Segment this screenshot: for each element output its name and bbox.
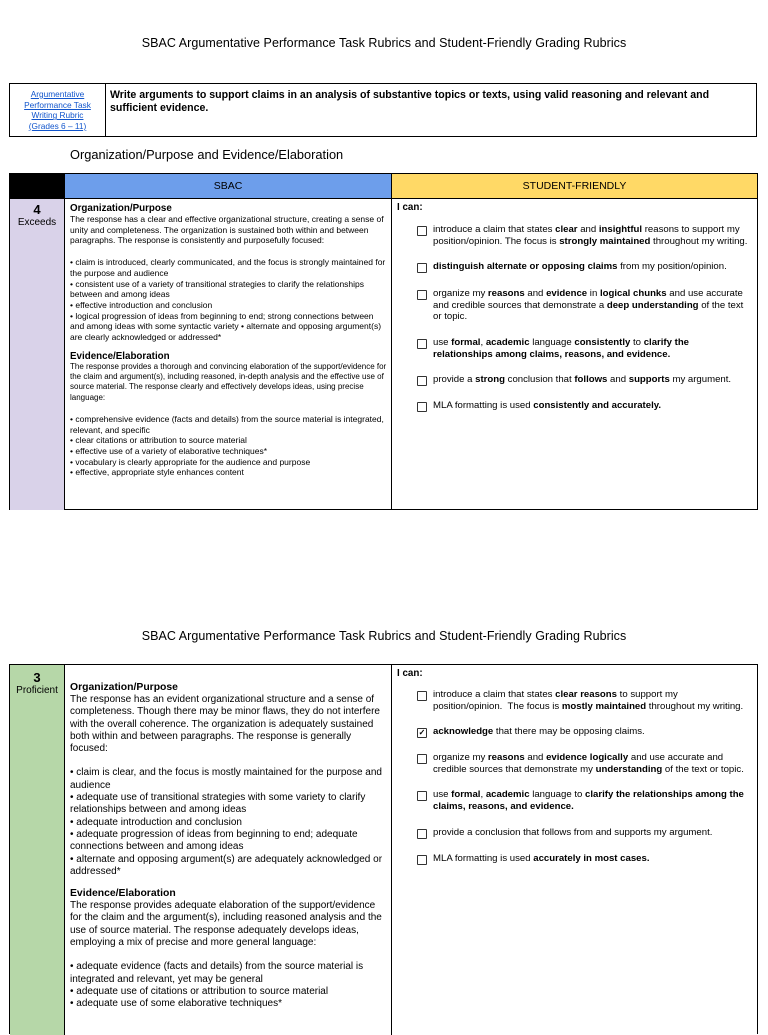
level-number: 4 — [33, 202, 41, 217]
org-purpose-title: Organization/Purpose — [70, 203, 172, 214]
checkbox[interactable] — [417, 855, 427, 865]
checklist-item: distinguish alternate or opposing claims from my position/opinion. — [417, 261, 751, 273]
evidence-bullet: • effective use of a variety of elaborative techniques* — [70, 446, 268, 457]
sbac-header: SBAC — [65, 174, 392, 198]
level-header-cell — [10, 174, 65, 198]
checklist-item: MLA formatting is used accurately in most cases. — [417, 853, 751, 865]
standard-text: Write arguments to support claims in an analysis of substantive topics or texts, using valid reasoning and relevant and sufficient evidence. — [110, 89, 710, 114]
rubric-link-line: Performance Task — [24, 99, 91, 110]
rubric-link-cell — [10, 84, 106, 136]
checkbox[interactable] — [417, 754, 427, 764]
org-purpose-text: The response has a clear and effective organizational structure, creating a sense of unity and completeness. The organization is sustained both within and between paragraphs. The response is consistently and purposefully focused: — [70, 214, 384, 246]
org-bullet: • claim is clear, and the focus is mostly maintained for the purpose and audience — [70, 767, 382, 791]
checklist-item: use formal, academic language consistently to clarify the relationships among claims, reasons, and evidence. — [417, 337, 751, 360]
level-cell — [10, 665, 65, 1035]
org-purpose-text: The response has an evident organizational structure and a sense of completeness. Though there may be minor flaws, they do not interfere with the overall coherence. The organization is adequately sustained both within and between paragraphs. The response is generally focused: — [70, 694, 380, 755]
level-name: Proficient — [16, 685, 58, 696]
rubric-header-table — [9, 83, 757, 137]
rubric-table-level-3 — [9, 664, 758, 1034]
rubric-link-line: Writing Rubric — [31, 110, 84, 121]
evidence-bullet: • adequate use of citations or attribution to source material — [70, 985, 329, 997]
evidence-text: The response provides adequate elaboration of the support/evidence for the claim and the argument(s), including reasoned analysis and the use of source material. The response adequately develops ideas, employing a mix of precise and more general language: — [70, 900, 382, 949]
checklist-item: introduce a claim that states clear and insightful reasons to support my position/opinion. The focus is strongly maintained throughout my writing. — [417, 224, 751, 247]
level-cell — [10, 199, 65, 510]
checklist-item: organize my reasons and evidence logically and use accurate and credible sources that demonstrate my understanding of the text or topic. — [417, 752, 751, 775]
checkbox[interactable] — [417, 290, 427, 300]
org-purpose-title: Organization/Purpose — [70, 682, 178, 693]
checkbox[interactable] — [417, 226, 427, 236]
rubric-table-level-4 — [9, 173, 758, 510]
checkbox[interactable] — [417, 376, 427, 386]
evidence-title: Evidence/Elaboration — [70, 350, 170, 362]
checkbox[interactable] — [417, 829, 427, 839]
sbac-criteria — [65, 199, 392, 510]
org-bullet: • adequate introduction and conclusion — [70, 816, 242, 828]
student-friendly-header: STUDENT-FRIENDLY — [392, 174, 757, 198]
evidence-bullet: • adequate use of some elaborative techniques* — [70, 998, 282, 1010]
evidence-bullet: • effective, appropriate style enhances content — [70, 467, 244, 478]
rubric-header-row — [10, 174, 757, 199]
checkbox-checked[interactable]: ✓ — [418, 728, 426, 738]
checkbox[interactable] — [417, 791, 427, 801]
page-title: SBAC Argumentative Performance Task Rubrics and Student-Friendly Grading Rubrics — [141, 629, 627, 643]
level-number: 3 — [33, 670, 41, 685]
evidence-title: Evidence/Elaboration — [70, 888, 176, 900]
rubric-link[interactable] — [24, 89, 91, 131]
rubric-row — [10, 665, 757, 1035]
checklist-item: provide a conclusion that follows from and supports my argument. — [417, 827, 751, 839]
sbac-criteria — [65, 665, 392, 1035]
evidence-bullet: • vocabulary is clearly appropriate for the audience and purpose — [70, 456, 311, 467]
evidence-bullet: • comprehensive evidence (facts and details) from the source material is integrated, relevant, and specific — [70, 413, 384, 435]
checklist-item: introduce a claim that states clear reasons to support my position/opinion. The focus is mostly maintained throughout my writing. — [417, 689, 751, 712]
checklist-item: provide a strong conclusion that follows and supports my argument. — [417, 374, 751, 386]
i-can-label: I can: — [397, 202, 423, 213]
checkbox[interactable] — [417, 263, 427, 273]
page-title: SBAC Argumentative Performance Task Rubrics and Student-Friendly Grading Rubrics — [141, 36, 627, 50]
checklist-item: organize my reasons and evidence in logical chunks and use accurate and credible sources that demonstrate a deep understanding of the text or topic. — [417, 288, 751, 323]
checklist-item: use formal, academic language to clarify the relationships among the claims, reasons, and evidence. — [417, 789, 751, 812]
org-bullet: • adequate progression of ideas from beginning to end; adequate connections between and among ideas — [70, 828, 358, 853]
student-friendly-criteria — [392, 199, 757, 510]
org-bullet: • effective introduction and conclusion — [70, 299, 213, 310]
checklist-item: MLA formatting is used consistently and accurately. — [417, 400, 751, 412]
student-friendly-criteria — [392, 665, 757, 1035]
i-can-label: I can: — [397, 668, 423, 679]
org-bullet: • adequate use of transitional strategies with some variety to clarify relationships between and among ideas — [70, 792, 366, 816]
checklist-item: ✓ acknowledge that there may be opposing claims. — [418, 726, 645, 738]
evidence-bullet: • adequate evidence (facts and details) from the source material is integrated and relevant, yet may be general — [70, 961, 364, 985]
org-bullet: • alternate and opposing argument(s) are adequately acknowledged or addressed* — [70, 853, 383, 877]
evidence-bullet: • clear citations or attribution to source material — [70, 435, 247, 446]
checkbox[interactable] — [417, 339, 427, 349]
checkbox[interactable] — [417, 691, 427, 701]
rubric-link-line: (Grades 6 – 11) — [28, 120, 87, 131]
evidence-text: The response provides a thorough and convincing elaboration of the support/evidence for the claim and argument(s), including reasoned, in-depth analysis and the effective use of source material. The response clearly and effectively develops ideas, using precise language: — [70, 361, 387, 402]
org-bullet: • claim is introduced, clearly communicated, and the focus is strongly maintained for the purpose and audience — [70, 257, 386, 278]
rubric-link-line: Argumentative — [30, 89, 85, 99]
org-bullet: • consistent use of a variety of transitional strategies to clarify the relationships between and among ideas — [70, 278, 365, 300]
checkbox[interactable] — [417, 402, 427, 412]
org-bullet: • logical progression of ideas from beginning to end; strong connections between and among ideas with some syntactic variety • alternate and opposing argument(s) are clearly acknowledged or addressed* — [70, 310, 382, 343]
rubric-row — [10, 199, 757, 510]
section-heading: Organization/Purpose and Evidence/Elaboration — [70, 147, 344, 162]
level-name: Exceeds — [17, 217, 57, 228]
